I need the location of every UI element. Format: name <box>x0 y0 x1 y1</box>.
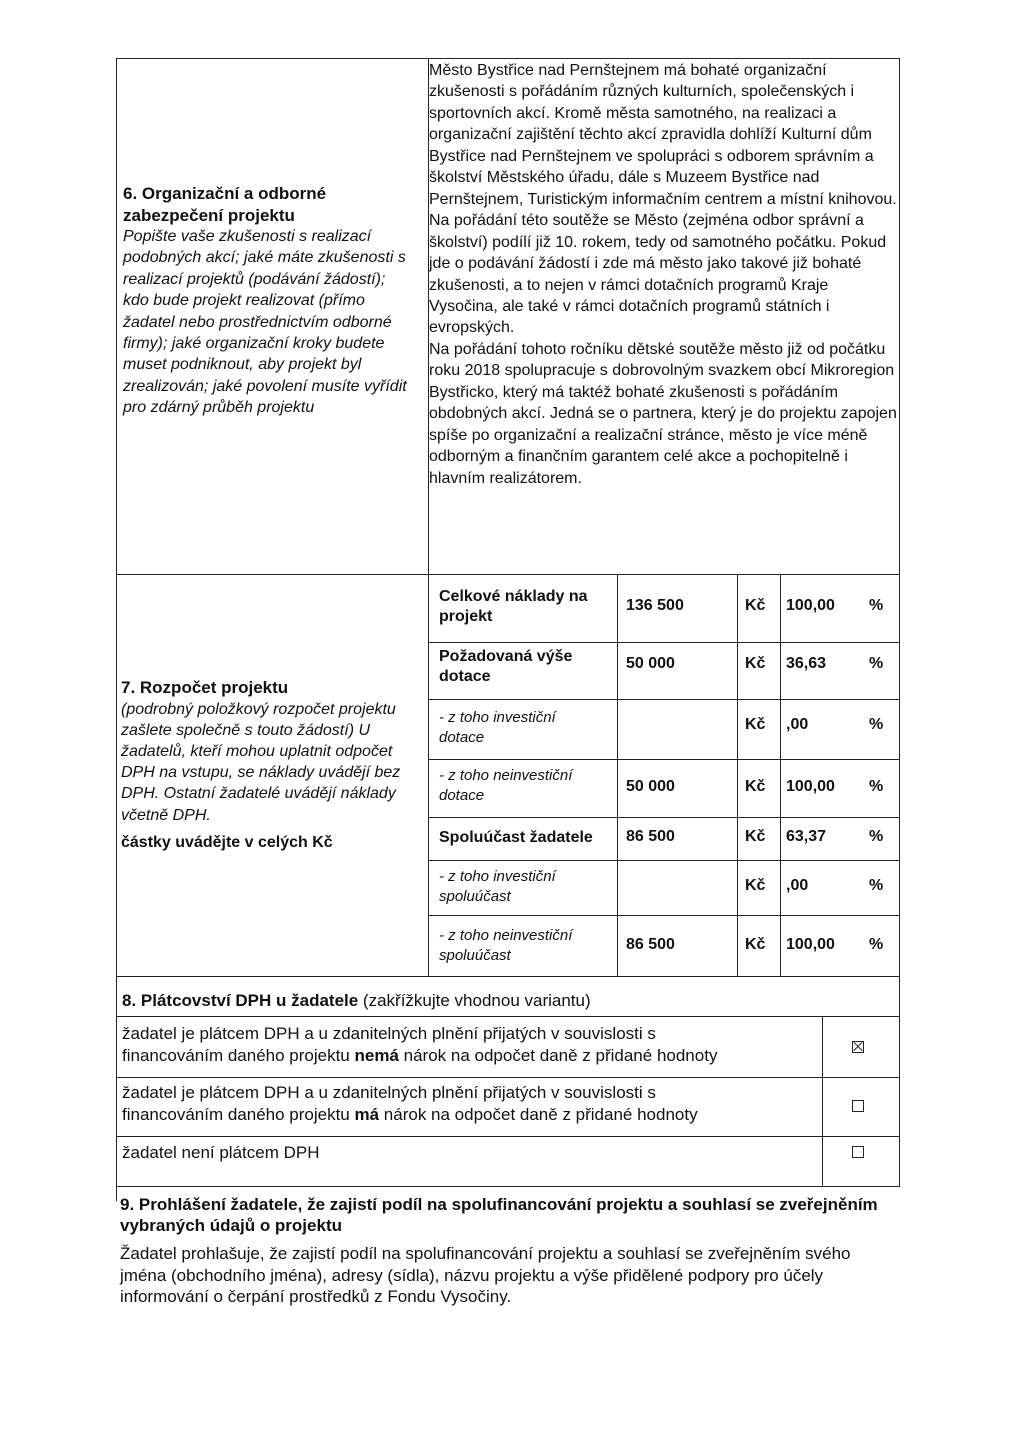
section6-answer-paragraph: Město Bystřice nad Pernštejnem má bohaté organizační zkušenosti s pořádáním různých kulturních, společenských i sportovních akcí. Kromě města samotného, na realizaci a organizační zajištění těchto akcí zpravidla dohlíží Kulturní dům Bystřice nad Pernštejnem ve spolupráci s odborem správním a školství Městského úřadu, dále s Muzeem Bystřice nad Pernštejnem, Turistickým informačním centrem a místní knihovou. <box>429 62 897 208</box>
section9-title: 9. Prohlášení žadatele, že zajistí podíl na spolufinancování projektu a souhlasí se zveřejněním vybraných údajů o projektu <box>120 1195 878 1235</box>
section6-title: 6. Organizační a odborné zabezpečení projektu <box>123 184 327 225</box>
section7-note: částky uvádějte v celých Kč <box>121 833 333 851</box>
vat-option-line: financováním daného projektu má nárok na odpočet daně z přidané hodnoty <box>122 1104 698 1124</box>
budget-percent: 100,00 <box>786 936 835 953</box>
budget-label: Celkové náklady na projekt <box>439 588 588 625</box>
budget-percent-sign: % <box>869 828 884 845</box>
budget-label: Požadovaná výše dotace <box>439 648 573 685</box>
section6-answer-paragraph: Na pořádání tohoto ročníku dětské soutěže město již od počátku roku 2018 spolupracuje s dobrovolným svazkem obcí Mikroregion Bystřicko, který má taktéž bohaté zkušenosti s pořádáním obdobných akcí. Jedná se o partnera, který je do projektu zapojen spíše po organizační a realizační stránce, město je více méně odborným a finančním garantem celé akce a pochopitelně i hlavním realizátorem. <box>429 340 897 487</box>
section7-question <box>121 677 416 853</box>
vat-option-line: žadatel není plátcem DPH <box>122 1143 320 1162</box>
budget-amount: 86 500 <box>626 828 675 845</box>
vat-option-line: žadatel je plátcem DPH a u zdanitelných plnění přijatých v souvislosti s <box>122 1024 656 1043</box>
vat-option-nema <box>122 1023 822 1066</box>
budget-currency: Kč <box>745 778 766 795</box>
budget-percent-sign: % <box>869 877 884 894</box>
section6-answer-paragraph: Na pořádání této soutěže se Město (zejména odbor správní a školství) podílí již 10. rokem, tedy od samotného počátku. Pokud jde o podávání žádostí i zde má město jako takové již bohaté zkušenosti, a to nejen v rámci dotačních programů Kraje Vysočina, ale také v rámci dotačních programů státních i evropských. <box>429 212 887 337</box>
budget-percent-sign: % <box>869 778 884 795</box>
budget-label: - z toho neinvestiční spoluúčast <box>439 927 573 964</box>
section7-title: 7. Rozpočet projektu <box>121 678 289 697</box>
budget-label: - z toho investiční spoluúčast <box>439 868 556 905</box>
budget-amount: 50 000 <box>626 778 675 795</box>
vat-option-neni <box>122 1142 822 1164</box>
budget-percent: ,00 <box>786 877 809 894</box>
vat-option-keyword: nemá <box>354 1045 399 1065</box>
section8-title-rest: (zakřížkujte vhodnou variantu) <box>358 991 591 1010</box>
section6-question <box>123 183 413 419</box>
vat-option-line: žadatel je plátcem DPH a u zdanitelných plnění přijatých v souvislosti s <box>122 1083 656 1102</box>
budget-percent-sign: % <box>869 716 884 733</box>
budget-percent: 100,00 <box>786 597 835 614</box>
section7-description: (podrobný položkový rozpočet projektu zašlete společně s touto žádostí) U žadatelů, kteří mohou uplatnit odpočet DPH na vstupu, se náklady uvádějí bez DPH. Ostatní žadatelé uvádějí náklady včetně DPH. <box>121 700 401 824</box>
budget-percent: 63,37 <box>786 828 827 845</box>
budget-currency: Kč <box>745 597 766 614</box>
section6-answer <box>429 60 899 489</box>
budget-amount: 50 000 <box>626 655 675 672</box>
section8-title <box>122 991 591 1011</box>
budget-label: - z toho investiční dotace <box>439 709 556 746</box>
vat-option-keyword: má <box>354 1104 380 1124</box>
vat-option-line: financováním daného projektu nemá nárok na odpočet daně z přidané hodnoty <box>122 1045 718 1065</box>
budget-amount: 136 500 <box>626 597 684 614</box>
vat-checkbox[interactable] <box>852 1100 864 1112</box>
vat-checkbox-checked[interactable] <box>852 1041 864 1053</box>
section8-title-bold: 8. Plátcovství DPH u žadatele <box>122 991 359 1010</box>
section9-body: Žadatel prohlašuje, že zajistí podíl na spolufinancování projektu a souhlasí se zveřejněním svého jména (obchodního jména), adresy (sídla), názvu projektu a výše přidělené podpory pro účely informování o čerpání prostředků z Fondu Vysočiny. <box>120 1244 851 1306</box>
vat-option-ma <box>122 1082 822 1125</box>
vat-checkbox[interactable] <box>852 1146 864 1158</box>
budget-currency: Kč <box>745 828 766 845</box>
budget-percent: 100,00 <box>786 778 835 795</box>
budget-label: Spoluúčast žadatele <box>439 829 593 846</box>
budget-percent-sign: % <box>869 655 884 672</box>
budget-percent: 36,63 <box>786 655 827 672</box>
budget-label: - z toho neinvestiční dotace <box>439 767 573 804</box>
budget-currency: Kč <box>745 655 766 672</box>
budget-amount: 86 500 <box>626 936 675 953</box>
budget-percent: ,00 <box>786 716 809 733</box>
budget-currency: Kč <box>745 877 766 894</box>
budget-percent-sign: % <box>869 597 884 614</box>
section6-description: Popište vaše zkušenosti s realizací podobných akcí; jaké máte zkušenosti s realizací projektů (podávání žádostí); kdo bude projekt realizovat (přímo žadatel nebo prostřednictvím odborné firmy); jaké organizační kroky budete muset podniknout, aby projekt byl zrealizován; jaké povolení musíte vyřídit pro zdárný průběh projektu <box>123 228 407 417</box>
budget-percent-sign: % <box>869 936 884 953</box>
budget-currency: Kč <box>745 936 766 953</box>
budget-currency: Kč <box>745 716 766 733</box>
